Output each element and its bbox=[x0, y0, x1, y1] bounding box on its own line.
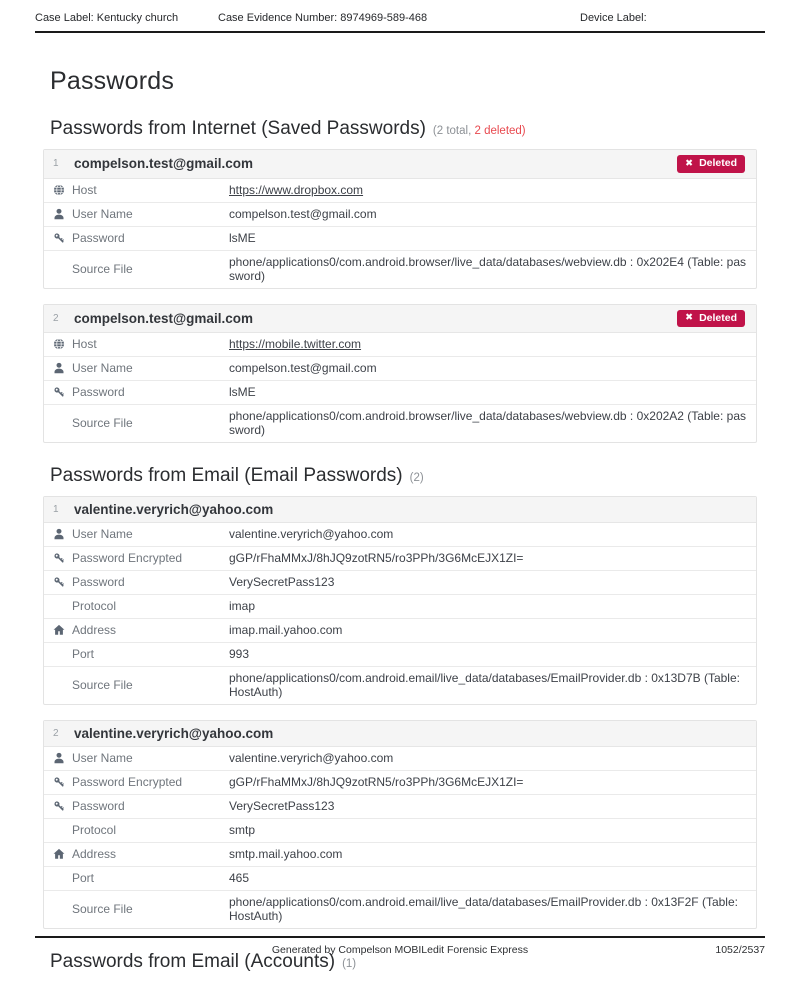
row-label: Source File bbox=[72, 261, 133, 276]
row-icon bbox=[53, 600, 65, 612]
section-count-wrap bbox=[342, 958, 356, 970]
card-rows bbox=[44, 333, 756, 442]
key-icon bbox=[53, 800, 65, 812]
row-label-cell bbox=[53, 751, 229, 765]
row-label-cell bbox=[53, 527, 229, 541]
row-label: Source File bbox=[72, 678, 133, 693]
home-icon bbox=[53, 848, 65, 860]
key-icon bbox=[53, 386, 65, 398]
row-value: valentine.veryrich@yahoo.com bbox=[229, 751, 394, 766]
section-title: Passwords from Internet (Saved Passwords) bbox=[50, 118, 426, 139]
row-value: phone/applications0/com.android.browser/live_data/databases/webview.db : 0x202E4 (Table: password) bbox=[229, 254, 746, 283]
row-label: Address bbox=[72, 623, 117, 638]
case-label-key: Case Label: bbox=[35, 12, 94, 24]
host-link[interactable]: https://www.dropbox.com bbox=[229, 182, 364, 197]
card-header bbox=[44, 305, 756, 334]
page-number: 1052/2537 bbox=[715, 944, 765, 956]
section-title: Passwords from Email (Email Passwords) bbox=[50, 465, 403, 487]
section-heading bbox=[50, 118, 757, 140]
section-cards bbox=[43, 149, 757, 443]
row-value: phone/applications0/com.android.email/live_data/databases/EmailProvider.db : 0x13F2F (Table: HostAuth) bbox=[229, 895, 738, 924]
row-value: phone/applications0/com.android.email/live_data/databases/EmailProvider.db : 0x13D7B (Table: HostAuth) bbox=[229, 671, 740, 700]
row-icon bbox=[53, 903, 65, 915]
row-label: Password bbox=[72, 575, 125, 590]
table-row bbox=[44, 570, 756, 594]
row-label-cell bbox=[53, 575, 229, 589]
row-value: 993 bbox=[229, 647, 250, 662]
row-value: valentine.veryrich@yahoo.com bbox=[229, 527, 394, 542]
report-footer bbox=[35, 936, 765, 956]
section-count: (1) bbox=[342, 958, 357, 971]
table-row bbox=[44, 666, 756, 704]
row-icon bbox=[53, 648, 65, 660]
host-link[interactable]: https://mobile.twitter.com bbox=[229, 337, 362, 352]
row-icon bbox=[53, 263, 65, 275]
deleted-badge bbox=[677, 310, 745, 328]
card-header bbox=[44, 150, 756, 179]
card-title: valentine.veryrich@yahoo.com bbox=[74, 502, 274, 518]
card-title: compelson.test@gmail.com bbox=[74, 156, 253, 172]
globe-icon bbox=[53, 338, 65, 350]
row-icon bbox=[53, 824, 65, 836]
key-icon bbox=[53, 232, 65, 244]
row-label-cell bbox=[53, 775, 229, 789]
key-icon bbox=[53, 552, 65, 564]
key-icon bbox=[53, 776, 65, 788]
row-label-cell bbox=[53, 678, 229, 692]
table-row bbox=[44, 356, 756, 380]
card-title: compelson.test@gmail.com bbox=[74, 310, 253, 326]
row-label: Host bbox=[72, 337, 97, 352]
deleted-badge-label: Deleted bbox=[699, 311, 737, 324]
table-row bbox=[44, 380, 756, 404]
row-label-cell bbox=[53, 847, 229, 861]
case-evidence-value: 8974969-589-468 bbox=[340, 12, 428, 24]
case-label-value: Kentucky church bbox=[96, 12, 179, 24]
row-label-cell bbox=[53, 262, 229, 276]
table-row bbox=[44, 179, 756, 202]
card-index: 1 bbox=[53, 504, 59, 516]
section-heading bbox=[50, 465, 757, 487]
table-row bbox=[44, 818, 756, 842]
row-value: VerySecretPass123 bbox=[229, 575, 335, 590]
row-label: User Name bbox=[72, 527, 133, 542]
card-rows bbox=[44, 179, 756, 288]
row-value: gGP/rFhaMMxJ/8hJQ9zotRN5/ro3PPh/3G6McEJX1ZI= bbox=[229, 551, 524, 566]
card-rows bbox=[44, 747, 756, 928]
section-count: (2) bbox=[409, 472, 424, 485]
row-label: Port bbox=[72, 871, 95, 886]
row-label: Password bbox=[72, 385, 125, 400]
row-value: 465 bbox=[229, 871, 250, 886]
row-label-cell bbox=[53, 183, 229, 197]
table-row bbox=[44, 842, 756, 866]
row-label-cell bbox=[53, 799, 229, 813]
table-row bbox=[44, 890, 756, 928]
row-label: Host bbox=[72, 182, 97, 197]
row-label: Password Encrypted bbox=[72, 775, 183, 790]
row-value: lsME bbox=[229, 230, 256, 245]
row-value: gGP/rFhaMMxJ/8hJQ9zotRN5/ro3PPh/3G6McEJX1ZI= bbox=[229, 775, 524, 790]
row-value: phone/applications0/com.android.browser/live_data/databases/webview.db : 0x202A2 (Table: password) bbox=[229, 409, 746, 438]
row-label: Protocol bbox=[72, 823, 117, 838]
deleted-badge bbox=[677, 155, 745, 173]
table-row bbox=[44, 770, 756, 794]
key-icon bbox=[53, 576, 65, 588]
row-label-cell bbox=[53, 416, 229, 430]
row-label-cell bbox=[53, 337, 229, 351]
table-row bbox=[44, 202, 756, 226]
row-icon bbox=[53, 679, 65, 691]
row-label: Source File bbox=[72, 902, 133, 917]
card-index: 2 bbox=[53, 312, 59, 324]
row-label-cell bbox=[53, 871, 229, 885]
user-icon bbox=[53, 528, 65, 540]
row-value: smtp bbox=[229, 823, 256, 838]
row-icon bbox=[53, 872, 65, 884]
password-card bbox=[43, 720, 757, 929]
case-evidence-key: Case Evidence Number: bbox=[218, 12, 338, 24]
deleted-x-icon: ✖ bbox=[685, 157, 694, 169]
user-icon bbox=[53, 208, 65, 220]
table-row bbox=[44, 594, 756, 618]
password-card bbox=[43, 149, 757, 289]
generated-by: Generated by Compelson MOBILedit Forensic Express bbox=[271, 944, 529, 956]
row-icon bbox=[53, 417, 65, 429]
case-label bbox=[35, 12, 218, 24]
row-label: Protocol bbox=[72, 599, 117, 614]
row-label: User Name bbox=[72, 751, 133, 766]
report-content bbox=[0, 67, 800, 973]
card-index: 2 bbox=[53, 728, 59, 740]
table-row bbox=[44, 794, 756, 818]
section-count-wrap bbox=[410, 472, 424, 484]
section-title: Passwords from Email (Accounts) bbox=[50, 951, 336, 973]
row-label: User Name bbox=[72, 206, 133, 221]
row-value: smtp.mail.yahoo.com bbox=[229, 847, 343, 862]
row-label-cell bbox=[53, 385, 229, 399]
password-card bbox=[43, 496, 757, 705]
password-card bbox=[43, 304, 757, 444]
table-row bbox=[44, 642, 756, 666]
deleted-badge-label: Deleted bbox=[699, 157, 737, 169]
row-label-cell bbox=[53, 823, 229, 837]
row-label-cell bbox=[53, 231, 229, 245]
device-label bbox=[580, 12, 765, 24]
row-label: Port bbox=[72, 647, 95, 662]
row-label: Password Encrypted bbox=[72, 551, 183, 566]
table-row bbox=[44, 404, 756, 442]
row-value: lsME bbox=[229, 385, 256, 400]
table-row bbox=[44, 226, 756, 250]
row-label-cell bbox=[53, 647, 229, 661]
row-label-cell bbox=[53, 551, 229, 565]
section-count-deleted: 2 deleted) bbox=[474, 125, 526, 137]
card-header bbox=[44, 721, 756, 747]
section-cards bbox=[43, 496, 757, 929]
card-rows bbox=[44, 523, 756, 704]
row-label-cell bbox=[53, 902, 229, 916]
password-section bbox=[43, 465, 757, 929]
row-label: Password bbox=[72, 230, 125, 245]
sections bbox=[43, 118, 757, 973]
table-row bbox=[44, 618, 756, 642]
row-label-cell bbox=[53, 623, 229, 637]
row-label: Source File bbox=[72, 416, 133, 431]
row-value: compelson.test@gmail.com bbox=[229, 361, 377, 376]
row-label-cell bbox=[53, 599, 229, 613]
row-label: Password bbox=[72, 799, 125, 814]
card-header bbox=[44, 497, 756, 523]
home-icon bbox=[53, 624, 65, 636]
device-label-key: Device Label: bbox=[580, 12, 647, 24]
row-label: User Name bbox=[72, 361, 133, 376]
row-value: imap.mail.yahoo.com bbox=[229, 623, 343, 638]
section-count-wrap bbox=[433, 125, 526, 137]
table-row bbox=[44, 333, 756, 356]
row-label-cell bbox=[53, 207, 229, 221]
table-row bbox=[44, 250, 756, 288]
table-row bbox=[44, 523, 756, 546]
row-value: imap bbox=[229, 599, 256, 614]
page-title: Passwords bbox=[50, 67, 175, 95]
table-row bbox=[44, 747, 756, 770]
user-icon bbox=[53, 752, 65, 764]
deleted-x-icon: ✖ bbox=[685, 312, 694, 324]
row-value: compelson.test@gmail.com bbox=[229, 206, 377, 221]
case-info-bar bbox=[35, 0, 765, 33]
user-icon bbox=[53, 362, 65, 374]
table-row bbox=[44, 546, 756, 570]
password-section bbox=[43, 118, 757, 443]
case-evidence-number bbox=[218, 12, 580, 24]
table-row bbox=[44, 866, 756, 890]
row-value: VerySecretPass123 bbox=[229, 799, 335, 814]
card-title: valentine.veryrich@yahoo.com bbox=[74, 726, 274, 742]
row-label: Address bbox=[72, 847, 117, 862]
row-label-cell bbox=[53, 361, 229, 375]
card-index: 1 bbox=[53, 158, 59, 170]
globe-icon bbox=[53, 184, 65, 196]
section-count: (2 total, bbox=[432, 125, 475, 137]
